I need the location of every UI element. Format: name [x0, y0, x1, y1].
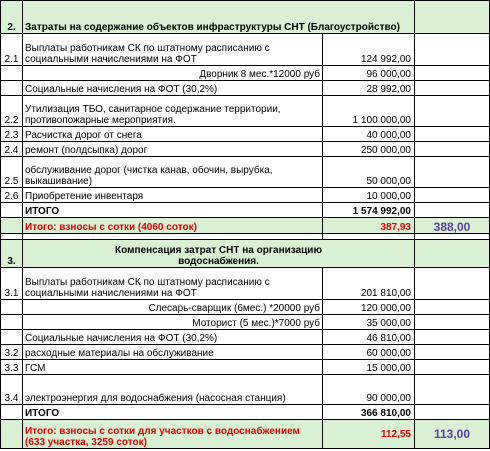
table-row-3-1-social — [1, 330, 490, 345]
row-amount: 40 000,00 — [323, 127, 415, 142]
row-amount: 250 000,00 — [323, 142, 415, 157]
row-amount: 96 000,00 — [323, 66, 415, 81]
fee-label: Итого: взносы с сотки (4060 соток) — [23, 218, 323, 234]
row-amount: 35 000,00 — [323, 315, 415, 330]
table-row-2-1-social — [1, 81, 490, 96]
total-label: ИТОГО — [23, 203, 323, 218]
blank-cell — [415, 127, 490, 142]
table-row-3-3 — [1, 360, 490, 375]
row-number: 2.6 — [1, 188, 23, 203]
row-number: 3.4 — [1, 375, 23, 405]
blank-cell — [415, 375, 490, 405]
blank-cell — [415, 1, 490, 34]
row-amount: 60 000,00 — [323, 345, 415, 360]
blank-cell — [415, 188, 490, 203]
section-3-fee-row — [1, 420, 490, 449]
table-row-2-2 — [1, 96, 490, 127]
fee-value: 387,93 — [323, 218, 415, 234]
blank-cell — [1, 315, 23, 330]
table-row-2-1 — [1, 34, 490, 66]
row-description: Выплаты работникам СК по штатному расписанию с социальными начислениями на ФОТ — [23, 34, 323, 66]
blank-cell — [415, 300, 490, 315]
section-2-header — [1, 1, 490, 34]
table-row-2-5 — [1, 157, 490, 188]
section-2-title: Затраты на содержание объектов инфраструктуры СНТ (Благоустройство) — [23, 1, 415, 34]
table-row-2-6 — [1, 188, 490, 203]
row-number: 2.4 — [1, 142, 23, 157]
blank-cell — [415, 34, 490, 66]
fee-result: 388,00 — [415, 218, 490, 234]
blank-cell — [415, 203, 490, 218]
table-row-3-1-motorist — [1, 315, 490, 330]
row-amount: 15 000,00 — [323, 360, 415, 375]
blank-cell — [415, 268, 490, 300]
row-description: Социальные начисления на ФОТ (30,2%) — [23, 330, 323, 345]
blank-cell — [1, 203, 23, 218]
row-description: обслуживание дорог (чистка канав, обочин, вырубка, выкашивание) — [23, 157, 323, 188]
table-row-2-3 — [1, 127, 490, 142]
blank-cell — [415, 96, 490, 127]
blank-cell — [415, 345, 490, 360]
blank-cell — [1, 405, 23, 420]
row-number: 2.5 — [1, 157, 23, 188]
row-amount: 10 000,00 — [323, 188, 415, 203]
row-amount: 124 992,00 — [323, 34, 415, 66]
blank-cell — [1, 81, 23, 96]
row-description: Дворник 8 мес.*12000 руб — [23, 66, 323, 81]
section-3-number: 3. — [1, 240, 23, 268]
fee-value: 112,55 — [323, 420, 415, 449]
section-2-number: 2. — [1, 1, 23, 34]
blank-cell — [415, 330, 490, 345]
row-description: Выплаты работникам СК по штатному расписанию с социальными начислениями на ФОТ — [23, 268, 323, 300]
row-description: Расчистка дорог от снега — [23, 127, 323, 142]
row-description: Социальные начисления на ФОТ (30,2%) — [23, 81, 323, 96]
total-amount: 1 574 992,00 — [323, 203, 415, 218]
row-description: Приобретение инвентаря — [23, 188, 323, 203]
row-amount: 90 000,00 — [323, 375, 415, 405]
table-row-2-1-janitor — [1, 66, 490, 81]
blank-cell — [415, 66, 490, 81]
table-row-3-1 — [1, 268, 490, 300]
row-description: Слесарь-сварщик (6мес.) *20000 руб — [23, 300, 323, 315]
blank-cell — [1, 218, 23, 234]
row-description: электроэнергия для водоснабжения (насосная станция) — [23, 375, 323, 405]
row-description: расходные материалы на обслуживание — [23, 345, 323, 360]
row-amount: 201 810,00 — [323, 268, 415, 300]
blank-cell — [1, 300, 23, 315]
blank-cell — [415, 315, 490, 330]
blank-cell — [1, 66, 23, 81]
row-description: ГСМ — [23, 360, 323, 375]
row-description: Утилизация ТБО, санитарное содержание территории, противопожарные мероприятия. — [23, 96, 323, 127]
row-amount: 46 810,00 — [323, 330, 415, 345]
blank-cell — [1, 420, 23, 449]
blank-cell — [415, 405, 490, 420]
blank-cell — [415, 240, 490, 268]
row-amount: 1 100 000,00 — [323, 96, 415, 127]
fee-label: Итого: взносы с сотки для участков с водоснабжением (633 участка, 3259 соток) — [23, 420, 323, 449]
total-label: ИТОГО — [23, 405, 323, 420]
table-row-3-2 — [1, 345, 490, 360]
row-number: 2.3 — [1, 127, 23, 142]
row-number: 3.1 — [1, 268, 23, 300]
row-description: Моторист (5 мес.)*7000 руб — [23, 315, 323, 330]
table-row-3-4 — [1, 375, 490, 405]
blank-cell — [415, 142, 490, 157]
row-amount: 120 000,00 — [323, 300, 415, 315]
blank-cell — [1, 330, 23, 345]
row-description: ремонт (полдсыпка) дорог — [23, 142, 323, 157]
blank-cell — [415, 157, 490, 188]
row-amount: 50 000,00 — [323, 157, 415, 188]
blank-cell — [415, 360, 490, 375]
fee-result: 113,00 — [415, 420, 490, 449]
row-amount: 28 992,00 — [323, 81, 415, 96]
row-number: 2.1 — [1, 34, 23, 66]
table-row-2-4 — [1, 142, 490, 157]
section-2-total-row — [1, 203, 490, 218]
section-3-total-row — [1, 405, 490, 420]
section-3-header — [1, 240, 490, 268]
total-amount: 366 810,00 — [323, 405, 415, 420]
blank-cell — [415, 81, 490, 96]
row-number: 3.3 — [1, 360, 23, 375]
table-row-3-1-welder — [1, 300, 490, 315]
row-number: 3.2 — [1, 345, 23, 360]
section-3-title: Компенсация затрат СНТ на организацию водоснабжения. — [23, 240, 415, 268]
section-2-fee-row — [1, 218, 490, 234]
row-number: 2.2 — [1, 96, 23, 127]
